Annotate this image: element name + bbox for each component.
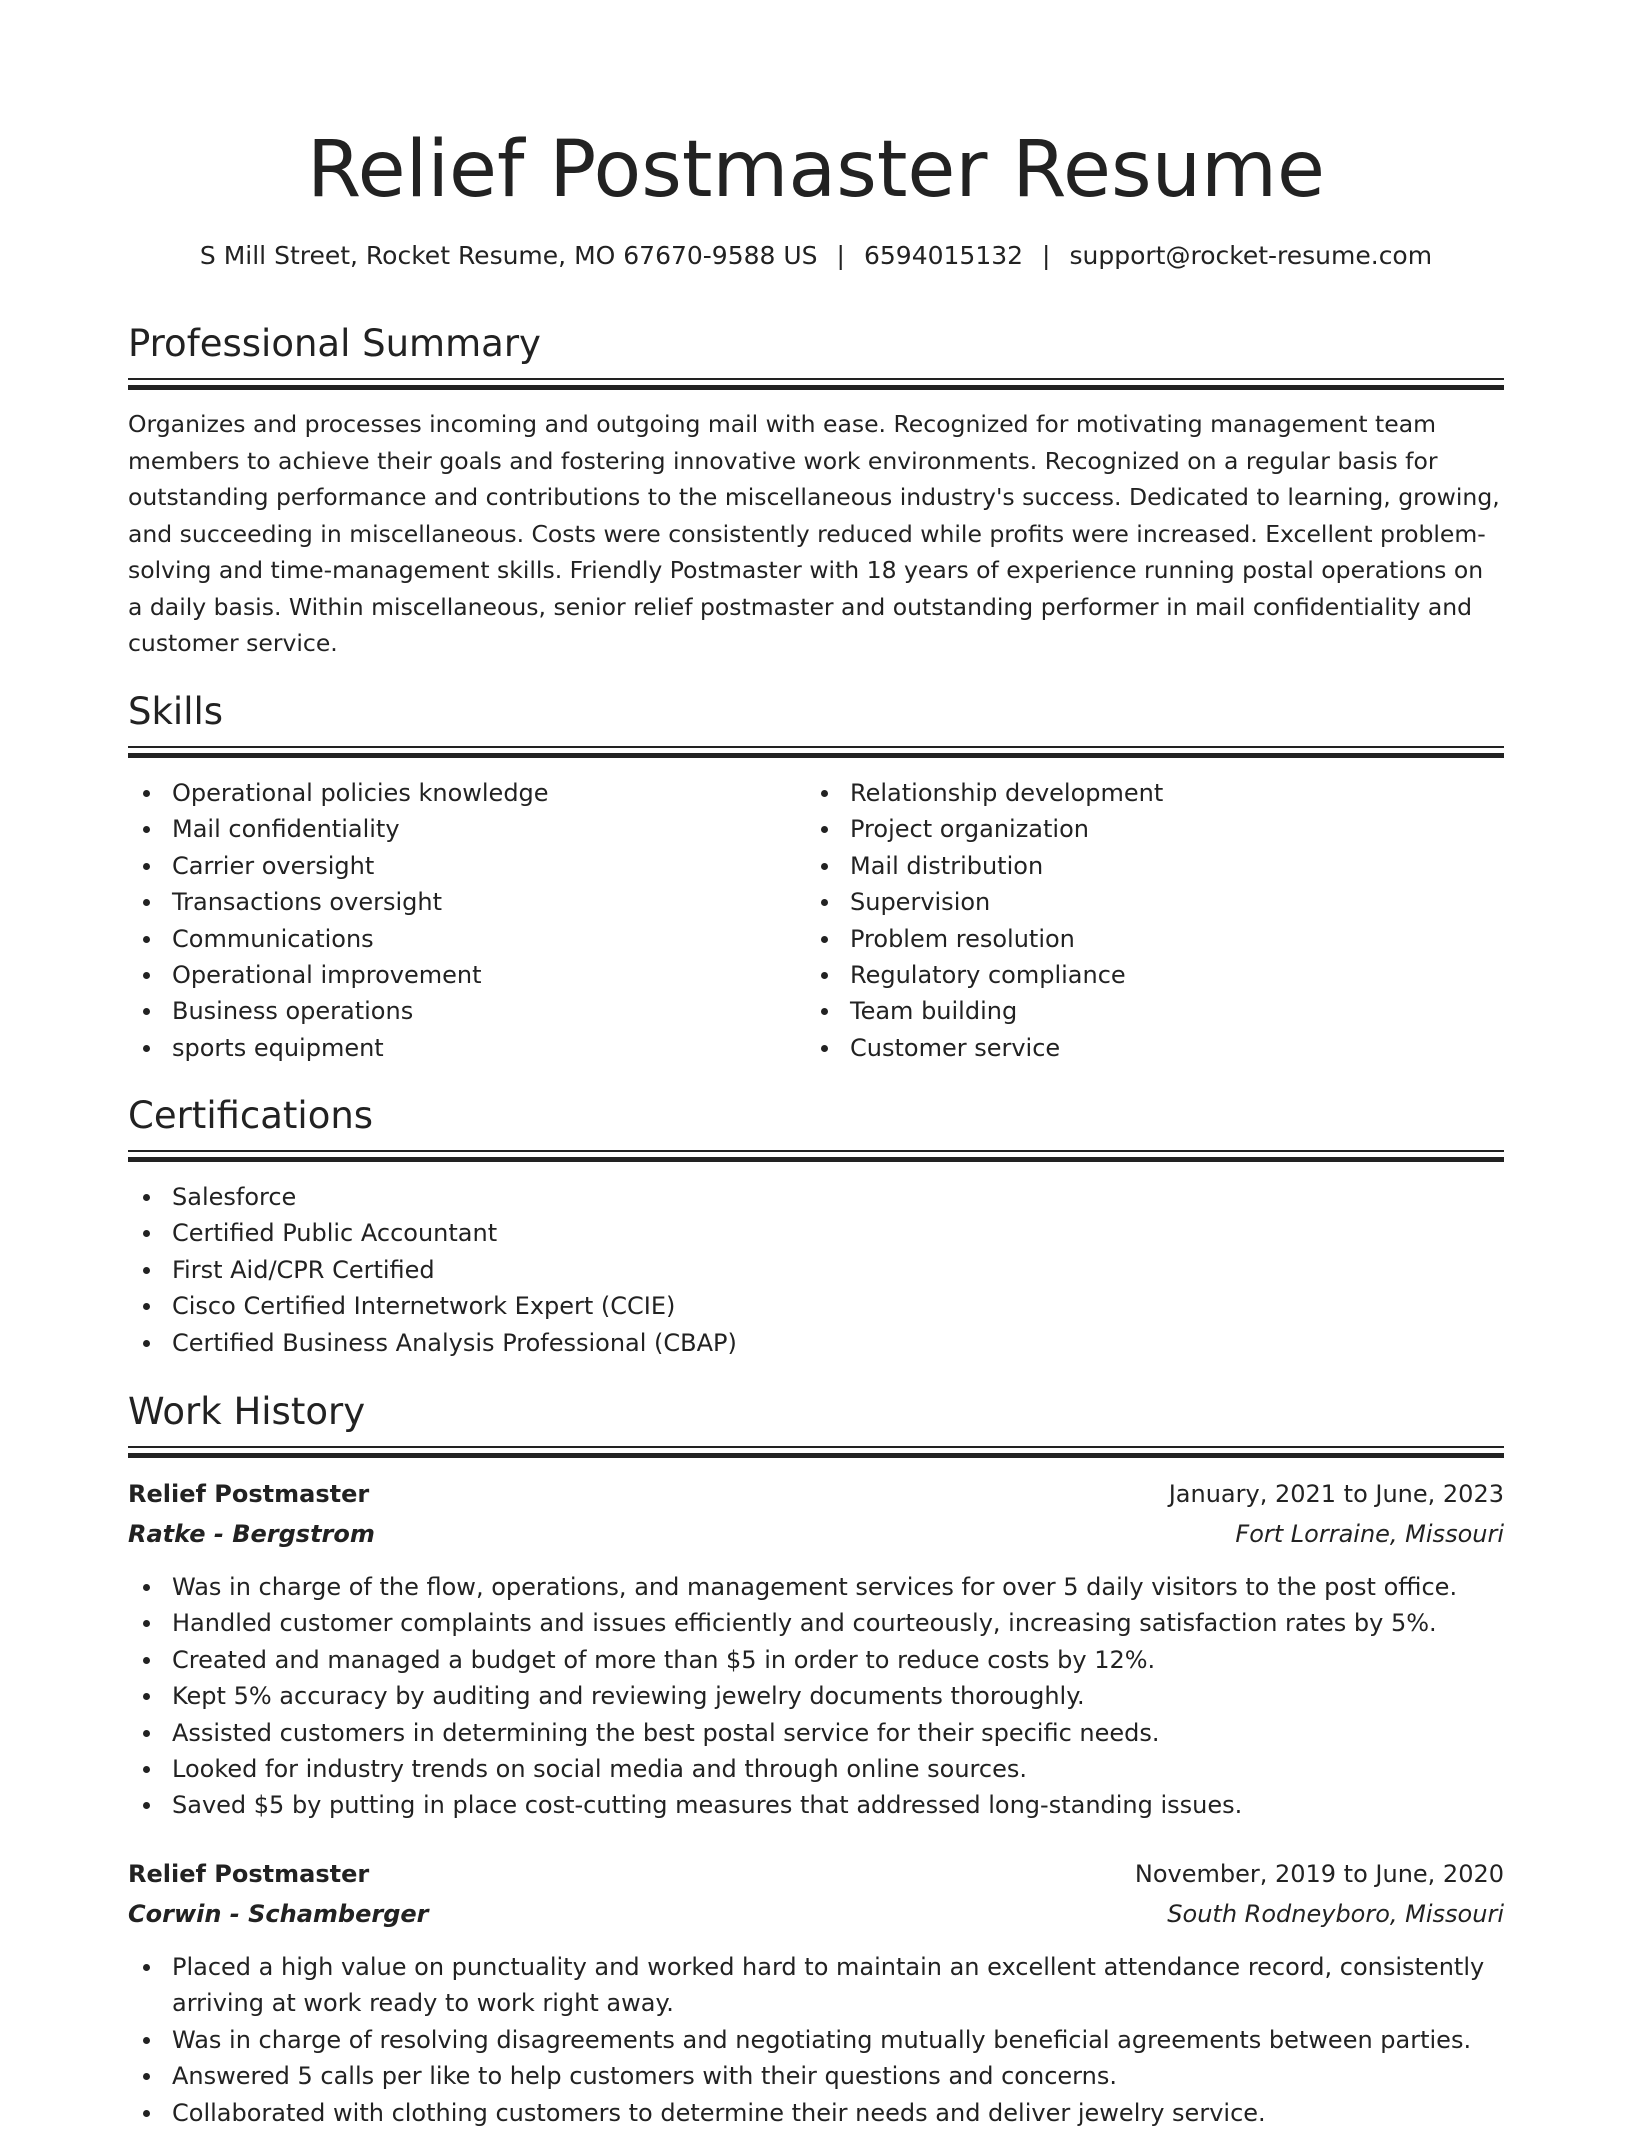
certification-item: Certified Business Analysis Professional (CBAP) (128, 1325, 1504, 1361)
skill-item: Regulatory compliance (806, 957, 1504, 993)
job-location: South Rodneyboro, Missouri (1167, 1900, 1504, 1928)
section-divider (128, 1150, 1504, 1162)
job-dates: January, 2021 to June, 2023 (1168, 1480, 1504, 1508)
job-bullet: Assisted customers in determining the best postal service for their specific needs. (128, 1715, 1504, 1751)
skill-item: Transactions oversight (128, 884, 788, 920)
skill-item: Mail confidentiality (128, 811, 788, 847)
skill-item: Communications (128, 921, 788, 957)
skill-item: Business operations (128, 993, 788, 1029)
section-divider (128, 378, 1504, 390)
job-company: Ratke - Bergstrom (128, 1520, 375, 1548)
job-bullet: Handled customer complaints and issues efficiently and courteously, increasing satisfaction rates by 5%. (128, 1605, 1504, 1641)
contact-address: S Mill Street, Rocket Resume, MO 67670-9588 US (199, 241, 818, 270)
contact-separator: | (836, 241, 845, 270)
job-title: Relief Postmaster (128, 1480, 370, 1508)
job-bullet: Created and managed a budget of more than $5 in order to reduce costs by 12%. (128, 1642, 1504, 1678)
resume-title: Relief Postmaster Resume (306, 125, 1326, 215)
certifications-heading: Certifications (128, 1094, 374, 1137)
skill-item: Team building (806, 993, 1504, 1029)
skill-item: Supervision (806, 884, 1504, 920)
skill-item: Problem resolution (806, 921, 1504, 957)
contact-separator: | (1042, 241, 1051, 270)
summary-text: Organizes and processes incoming and outgoing mail with ease. Recognized for motivating management team members to achieve their goals and fostering innovative work environments. Recognized on a regular basis for outstanding performance and contributions to the miscellaneous industry's success. Dedicated to learning, growing, and succeeding in miscellaneous. Costs were consistently reduced while profits were increased. Excellent problem-solving and time-management skills. Friendly Postmaster with 18 years of experience running postal operations on a daily basis. Within miscellaneous, senior relief postmaster and outstanding performer in mail confidentiality and customer service. (128, 410, 1500, 657)
certification-item: Salesforce (128, 1179, 1504, 1215)
job-bullet: Was in charge of the flow, operations, and management services for over 5 daily visitors to the post office. (128, 1569, 1504, 1605)
job-bullet: Saved $5 by putting in place cost-cutting measures that addressed long-standing issues. (128, 1787, 1504, 1823)
contact-phone: 6594015132 (863, 241, 1024, 270)
job-location: Fort Lorraine, Missouri (1235, 1520, 1504, 1548)
skill-item: sports equipment (128, 1030, 788, 1066)
skill-item: Carrier oversight (128, 848, 788, 884)
skill-item: Operational improvement (128, 957, 788, 993)
certification-item: First Aid/CPR Certified (128, 1252, 1504, 1288)
skills-list-left (128, 775, 788, 1066)
certification-item: Certified Public Accountant (128, 1215, 1504, 1251)
contact-email[interactable]: support@rocket-resume.com (1069, 241, 1433, 270)
job-company: Corwin - Schamberger (128, 1900, 429, 1928)
certification-item: Cisco Certified Internetwork Expert (CCIE) (128, 1288, 1504, 1324)
skills-heading: Skills (128, 690, 224, 733)
job-bullet: Kept 5% accuracy by auditing and reviewing jewelry documents thoroughly. (128, 1678, 1504, 1714)
section-divider (128, 1446, 1504, 1458)
skill-item: Relationship development (806, 775, 1504, 811)
job-bullet: Was in charge of resolving disagreements and negotiating mutually beneficial agreements between parties. (128, 2022, 1504, 2058)
job-dates: November, 2019 to June, 2020 (1134, 1860, 1504, 1888)
skills-list-right (806, 775, 1504, 1066)
section-divider (128, 746, 1504, 758)
certifications-list (128, 1179, 1504, 1361)
job-bullets (128, 1949, 1504, 2131)
job-bullet: Placed a high value on punctuality and worked hard to maintain an excellent attendance record, consistently arriving at work ready to work right away. (128, 1949, 1504, 2022)
skill-item: Project organization (806, 811, 1504, 847)
skill-item: Operational policies knowledge (128, 775, 788, 811)
summary-heading: Professional Summary (128, 322, 541, 365)
job-bullet: Looked for industry trends on social media and through online sources. (128, 1751, 1504, 1787)
job-bullet: Collaborated with clothing customers to determine their needs and deliver jewelry service. (128, 2095, 1504, 2131)
job-bullet: Answered 5 calls per like to help customers with their questions and concerns. (128, 2058, 1504, 2094)
job-title: Relief Postmaster (128, 1860, 370, 1888)
work-history-heading: Work History (128, 1390, 366, 1433)
skill-item: Mail distribution (806, 848, 1504, 884)
contact-line (128, 238, 1504, 274)
skill-item: Customer service (806, 1030, 1504, 1066)
job-bullets (128, 1569, 1504, 1824)
